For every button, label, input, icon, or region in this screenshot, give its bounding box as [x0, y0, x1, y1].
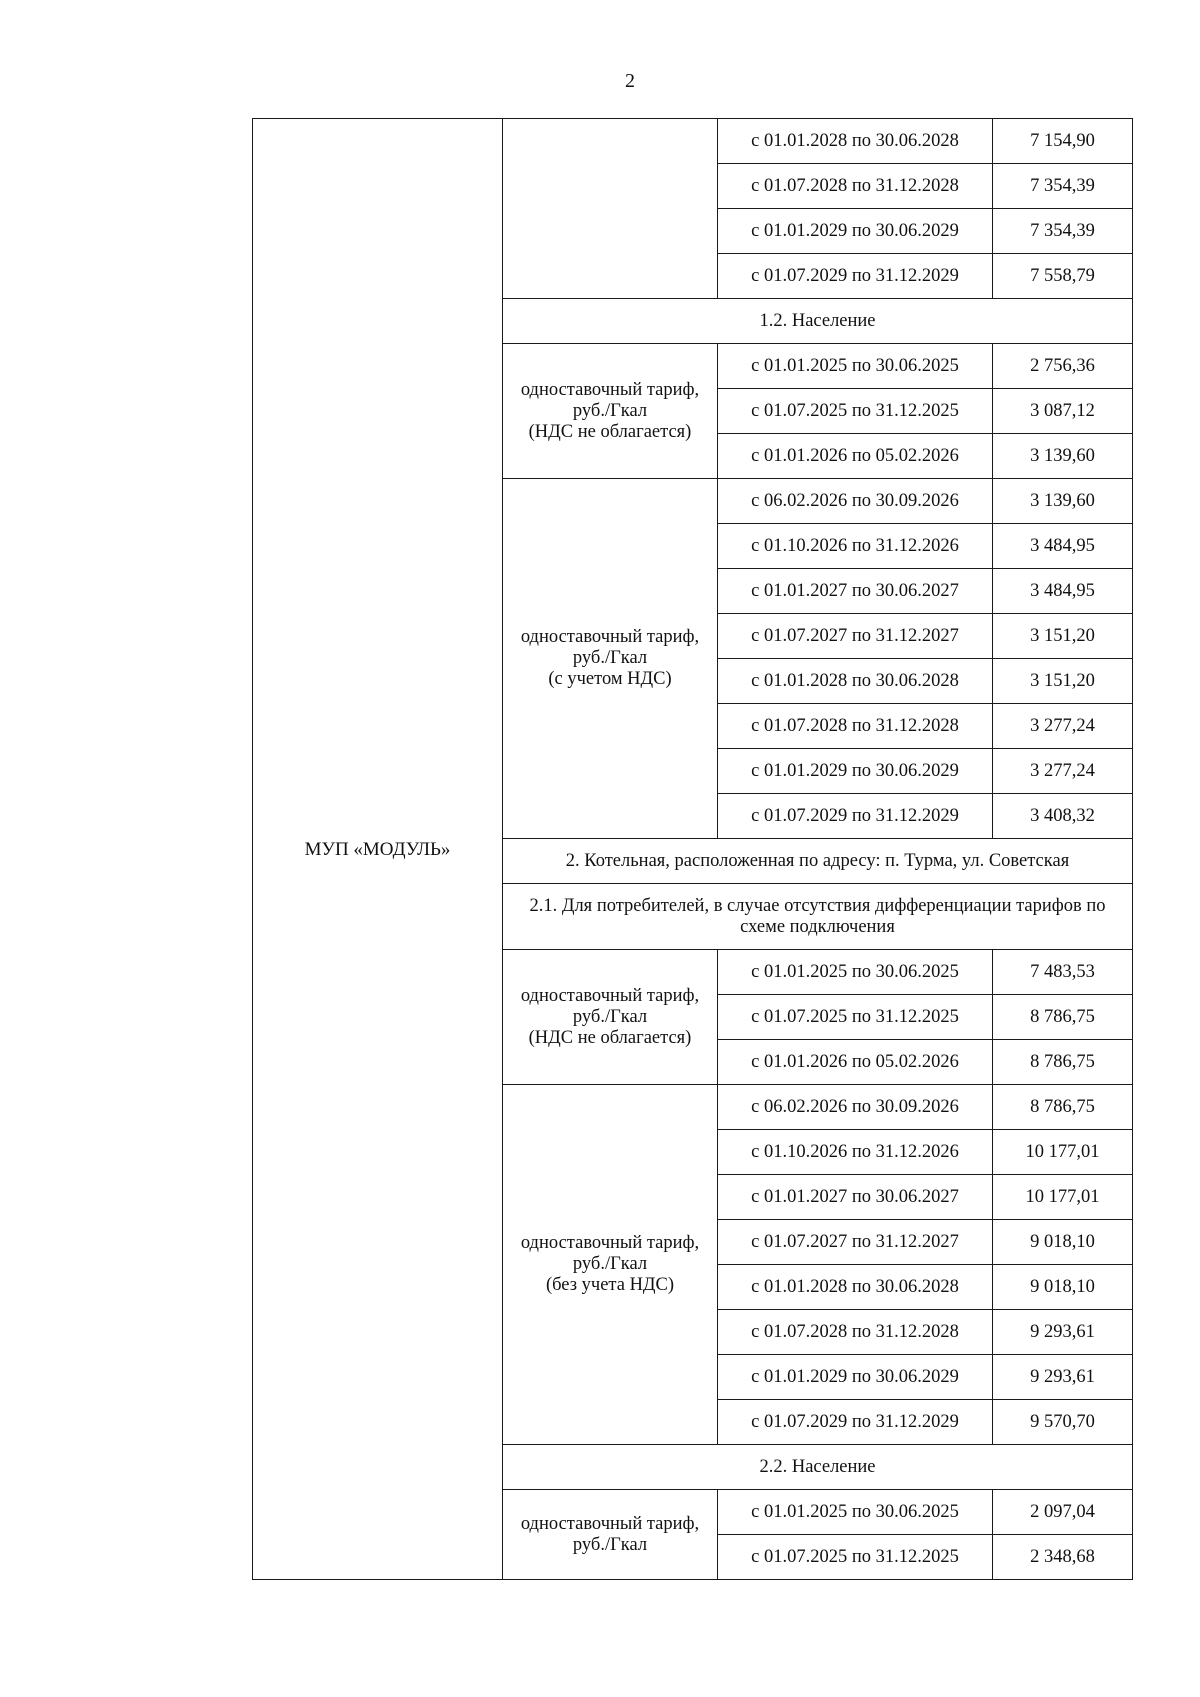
tariff-value-cell: 3 484,95: [993, 569, 1133, 614]
period-cell: с 01.07.2025 по 31.12.2025: [718, 389, 993, 434]
tariff-type-line: одноставочный тариф,: [520, 1513, 700, 1534]
tariff-value-cell: 7 483,53: [993, 950, 1133, 995]
tariff-type-cell: [503, 950, 718, 1085]
tariff-type-line: руб./Гкал: [572, 1254, 648, 1274]
tariff-type-cell: [503, 344, 718, 479]
period-cell: с 01.01.2028 по 30.06.2028: [718, 659, 993, 704]
tariff-value-cell: 9 018,10: [993, 1220, 1133, 1265]
section-heading: 2.1. Для потребителей, в случае отсутствия дифференциации тарифов по схеме подключения: [503, 884, 1133, 950]
organization-name: МУП «МОДУЛЬ»: [253, 119, 503, 1580]
tariff-value-cell: 3 408,32: [993, 794, 1133, 839]
period-cell: с 01.01.2028 по 30.06.2028: [718, 1265, 993, 1310]
tariff-type-cell: [503, 1490, 718, 1580]
tariff-type-line: одноставочный тариф,: [520, 627, 700, 647]
period-cell: с 01.07.2027 по 31.12.2027: [718, 1220, 993, 1265]
period-cell: с 01.07.2029 по 31.12.2029: [718, 1400, 993, 1445]
period-cell: с 01.07.2027 по 31.12.2027: [718, 614, 993, 659]
tariff-value-cell: 3 151,20: [993, 659, 1133, 704]
period-cell: с 06.02.2026 по 30.09.2026: [718, 479, 993, 524]
tariff-value-cell: 2 756,36: [993, 344, 1133, 389]
period-cell: с 01.07.2025 по 31.12.2025: [718, 995, 993, 1040]
period-cell: с 01.07.2028 по 31.12.2028: [718, 704, 993, 749]
tariff-value-cell: 9 570,70: [993, 1400, 1133, 1445]
tariff-value-cell: 3 139,60: [993, 434, 1133, 479]
period-cell: с 01.01.2026 по 05.02.2026: [718, 434, 993, 479]
tariff-value-cell: 9 293,61: [993, 1310, 1133, 1355]
period-cell: с 01.01.2026 по 05.02.2026: [718, 1040, 993, 1085]
page-number: 2: [625, 70, 635, 92]
period-cell: с 01.07.2029 по 31.12.2029: [718, 794, 993, 839]
tariff-type-line: (НДС не облагается): [528, 421, 692, 442]
section-heading: 1.2. Население: [503, 299, 1133, 344]
tariff-type-line: одноставочный тариф,: [520, 379, 700, 400]
period-cell: с 01.07.2029 по 31.12.2029: [718, 254, 993, 299]
tariff-value-cell: 9 018,10: [993, 1265, 1133, 1310]
tariff-value-cell: 7 354,39: [993, 209, 1133, 254]
period-cell: с 01.01.2025 по 30.06.2025: [718, 344, 993, 389]
tariff-value-cell: 10 177,01: [993, 1175, 1133, 1220]
tariff-value-cell: 7 354,39: [993, 164, 1133, 209]
tariff-value-cell: 8 786,75: [993, 1085, 1133, 1130]
period-cell: с 06.02.2026 по 30.09.2026: [718, 1085, 993, 1130]
tariff-value-cell: 3 277,24: [993, 749, 1133, 794]
period-cell: с 01.01.2025 по 30.06.2025: [718, 1490, 993, 1535]
tariff-type-line: руб./Гкал: [572, 400, 648, 421]
tariff-type-cell: [503, 1085, 718, 1445]
period-cell: с 01.10.2026 по 31.12.2026: [718, 1130, 993, 1175]
period-cell: с 01.01.2028 по 30.06.2028: [718, 119, 993, 164]
tariff-type-line: одноставочный тариф,: [520, 985, 700, 1006]
tariff-type-line: (с учетом НДС): [548, 669, 672, 689]
period-cell: с 01.01.2029 по 30.06.2029: [718, 749, 993, 794]
period-cell: с 01.07.2028 по 31.12.2028: [718, 164, 993, 209]
tariff-value-cell: 9 293,61: [993, 1355, 1133, 1400]
period-cell: с 01.01.2025 по 30.06.2025: [718, 950, 993, 995]
section-heading: 2. Котельная, расположенная по адресу: п. Турма, ул. Советская: [503, 839, 1133, 884]
tariff-type-line: руб./Гкал: [572, 648, 648, 668]
tariff-type-line: руб./Гкал: [572, 1006, 648, 1027]
tariff-type-cell: [503, 119, 718, 299]
period-cell: с 01.10.2026 по 31.12.2026: [718, 524, 993, 569]
tariff-table-body: [253, 119, 1133, 1580]
tariff-type-line: руб./Гкал: [572, 1534, 648, 1555]
tariff-type-line: одноставочный тариф,: [520, 1233, 700, 1253]
period-cell: с 01.01.2029 по 30.06.2029: [718, 209, 993, 254]
tariff-value-cell: 8 786,75: [993, 995, 1133, 1040]
tariff-value-cell: 7 558,79: [993, 254, 1133, 299]
tariff-value-cell: 7 154,90: [993, 119, 1133, 164]
tariff-type-line: (НДС не облагается): [528, 1027, 692, 1048]
tariff-value-cell: 3 139,60: [993, 479, 1133, 524]
period-cell: с 01.01.2029 по 30.06.2029: [718, 1355, 993, 1400]
period-cell: с 01.07.2025 по 31.12.2025: [718, 1535, 993, 1580]
tariff-value-cell: 3 484,95: [993, 524, 1133, 569]
tariff-row: [253, 119, 1133, 164]
tariff-value-cell: 10 177,01: [993, 1130, 1133, 1175]
tariff-value-cell: 3 151,20: [993, 614, 1133, 659]
tariff-value-cell: 3 277,24: [993, 704, 1133, 749]
tariff-table: [252, 118, 1133, 1580]
period-cell: с 01.01.2027 по 30.06.2027: [718, 569, 993, 614]
tariff-type-line: (без учета НДС): [545, 1275, 675, 1295]
tariff-value-cell: 8 786,75: [993, 1040, 1133, 1085]
tariff-value-cell: 2 348,68: [993, 1535, 1133, 1580]
tariff-value-cell: 2 097,04: [993, 1490, 1133, 1535]
section-heading: 2.2. Население: [503, 1445, 1133, 1490]
tariff-value-cell: 3 087,12: [993, 389, 1133, 434]
period-cell: с 01.07.2028 по 31.12.2028: [718, 1310, 993, 1355]
period-cell: с 01.01.2027 по 30.06.2027: [718, 1175, 993, 1220]
tariff-type-cell: [503, 479, 718, 839]
